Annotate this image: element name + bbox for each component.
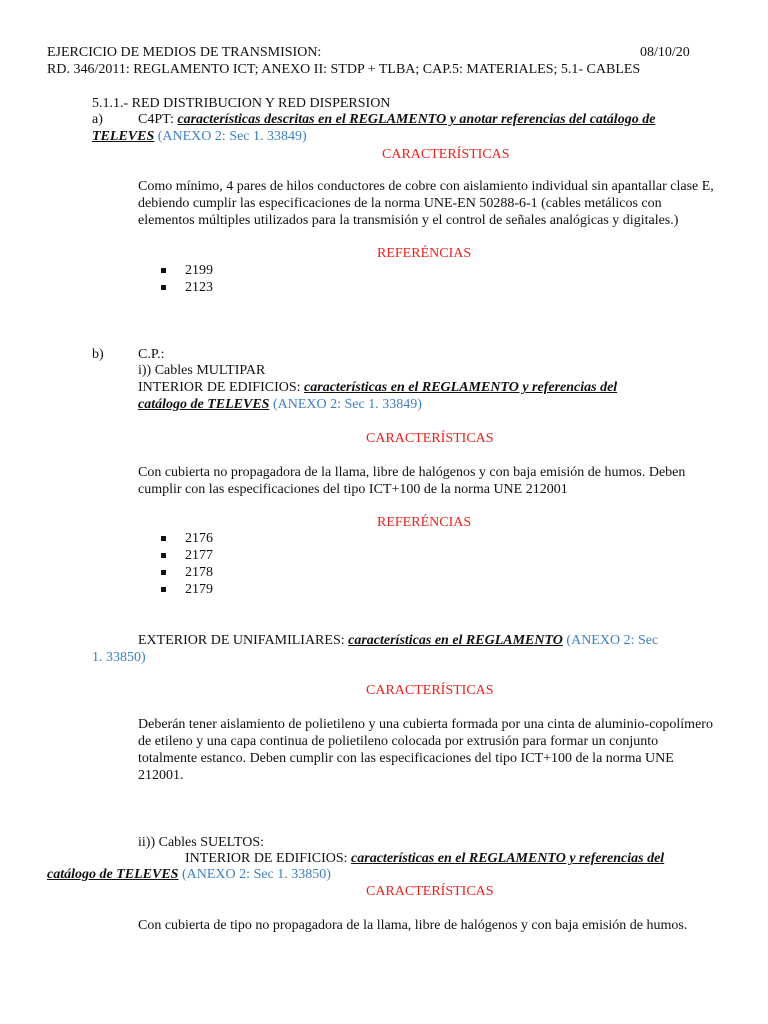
section-title: 5.1.1.- RED DISTRIBUCION Y RED DISPERSION (92, 96, 391, 111)
reference-code: 2199 (185, 263, 213, 278)
multipar-interior-referencias-title: REFERÉNCIAS (377, 515, 472, 530)
sueltos-interior-emphasis-2: catálogo de TELEVES (47, 867, 179, 882)
item-a-referencias-title: REFERÉNCIAS (377, 246, 472, 261)
list-item (161, 530, 213, 547)
bullet-square-icon (161, 570, 166, 575)
item-b-sueltos-heading: ii)) Cables SUELTOS: (138, 835, 265, 850)
list-item (161, 564, 213, 581)
item-a-marker: a) (92, 112, 103, 127)
multipar-interior-referencias-list (161, 530, 213, 598)
multipar-interior-heading (138, 379, 617, 396)
bullet-square-icon (161, 553, 166, 558)
bullet-square-icon (161, 536, 166, 541)
bullet-square-icon (161, 587, 166, 592)
multipar-interior-label: INTERIOR DE EDIFICIOS: (138, 380, 301, 395)
item-a-referencias-list (161, 262, 213, 296)
multipar-interior-caracteristicas-title: CARACTERÍSTICAS (366, 431, 494, 446)
reference-code: 2177 (185, 548, 213, 563)
item-b-label: C.P.: (138, 347, 165, 362)
item-a-caracteristicas-text: Como mínimo, 4 pares de hilos conductores de cobre con aislamiento individual sin apantallar clase E, debiendo cumplir las especificaciones de la norma UNE-EN 50288-6-1 (cables metálicos con elementos múltiples utilizados para la transmisión y el control de señales analógicas y digitales.) (138, 179, 714, 228)
multipar-exterior-caracteristicas-title: CARACTERÍSTICAS (366, 683, 494, 698)
multipar-exterior-label: EXTERIOR DE UNIFAMILIARES: (138, 633, 345, 648)
list-item (161, 581, 213, 598)
item-b-multipar-heading: i)) Cables MULTIPAR (138, 363, 266, 378)
multipar-exterior-annex-ref: (ANEXO 2: Sec (566, 633, 659, 648)
reference-code: 2179 (185, 582, 213, 597)
list-item (161, 547, 213, 564)
list-item (161, 262, 213, 279)
list-item (161, 279, 213, 296)
item-a-heading-cont (92, 128, 307, 145)
reference-code: 2178 (185, 565, 213, 580)
item-a-emphasis: características descritas en el REGLAMENTO y anotar referencias del catálogo de (177, 112, 656, 127)
item-b-marker: b) (92, 347, 104, 362)
sueltos-interior-caracteristicas-text: Con cubierta de tipo no propagadora de la llama, libre de halógenos y con baja emisión de humos. (138, 918, 688, 933)
reference-code: 2176 (185, 531, 213, 546)
exercise-title: EJERCICIO DE MEDIOS DE TRANSMISION: (47, 45, 322, 60)
sueltos-interior-heading (185, 850, 664, 867)
bullet-square-icon (161, 285, 166, 290)
item-a-emphasis-2: TELEVES (92, 129, 155, 144)
sueltos-interior-label: INTERIOR DE EDIFICIOS: (185, 851, 348, 866)
multipar-interior-heading-cont (138, 396, 422, 413)
multipar-interior-emphasis: características en el REGLAMENTO y referencias del (304, 380, 618, 395)
bullet-square-icon (161, 268, 166, 273)
sueltos-interior-caracteristicas-title: CARACTERÍSTICAS (366, 884, 494, 899)
sueltos-interior-annex-ref: (ANEXO 2: Sec 1. 33850) (181, 867, 331, 882)
sueltos-interior-emphasis: características en el REGLAMENTO y referencias del (351, 851, 665, 866)
item-a-annex-ref: (ANEXO 2: Sec 1. 33849) (157, 129, 307, 144)
regulation-line: RD. 346/2011: REGLAMENTO ICT; ANEXO II: STDP + TLBA; CAP.5: MATERIALES; 5.1- CABLES (47, 62, 641, 77)
item-a-label: C4PT: (138, 112, 174, 127)
multipar-exterior-annex-ref-cont: 1. 33850) (92, 650, 146, 665)
sueltos-interior-heading-cont (47, 866, 331, 883)
document-date: 08/10/20 (640, 45, 690, 60)
reference-code: 2123 (185, 280, 213, 295)
multipar-exterior-caracteristicas-text: Deberán tener aislamiento de polietileno y una cubierta formada por una cinta de aluminio-copolímero de etileno y una capa continua de polietileno colocada por extrusión para formar un conjunto totalmente estanco. Deben cumplir con las especificaciones del tipo ICT+100 de la norma UNE 212001. (138, 717, 713, 783)
multipar-interior-caracteristicas-text: Con cubierta no propagadora de la llama, libre de halógenos y con baja emisión de humos. Deben cumplir con las especificaciones del tipo ICT+100 de la norma UNE 212001 (138, 465, 686, 497)
item-a-caracteristicas-title: CARACTERÍSTICAS (382, 147, 510, 162)
item-a-heading (138, 111, 655, 128)
multipar-interior-emphasis-2: catálogo de TELEVES (138, 397, 270, 412)
multipar-exterior-heading (138, 632, 658, 649)
multipar-exterior-emphasis: características en el REGLAMENTO (348, 633, 563, 648)
multipar-interior-annex-ref: (ANEXO 2: Sec 1. 33849) (272, 397, 422, 412)
